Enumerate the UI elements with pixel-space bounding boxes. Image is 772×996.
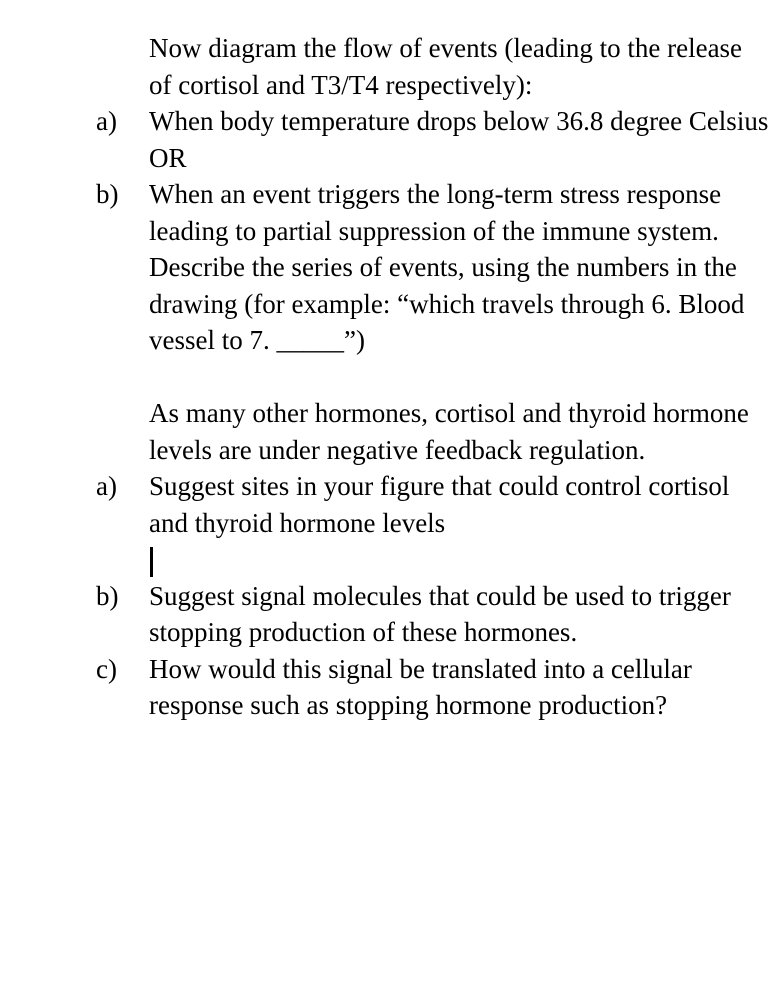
- list-marker: b): [96, 179, 119, 209]
- text-cursor: [150, 547, 153, 577]
- document-page: [0, 30, 772, 724]
- list-item: [0, 103, 772, 176]
- describe-paragraph: Describe the series of events, using the numbers in the drawing (for example: “which travels through 6. Blood vessel to 7. _____”): [149, 252, 745, 355]
- list-marker: a): [96, 471, 117, 501]
- blank-line: [0, 359, 772, 396]
- list-item: [0, 578, 772, 651]
- list-item: [0, 651, 772, 724]
- list-marker: c): [96, 653, 117, 684]
- list-item: [0, 176, 772, 249]
- editable-line[interactable]: [149, 541, 772, 578]
- list-item-text: Suggest signal molecules that could be used to trigger stopping production of these hormones.: [149, 580, 731, 647]
- feedback-paragraph: As many other hormones, cortisol and thyroid hormone levels are under negative feedback regulation.: [149, 398, 749, 465]
- list-item-text: How would this signal be translated into a cellular response such as stopping hormone production?: [149, 653, 692, 720]
- list-marker: b): [96, 580, 119, 611]
- list-marker: a): [96, 106, 117, 136]
- list-item-text: Suggest sites in your figure that could control cortisol and thyroid hormone levels: [149, 471, 730, 538]
- intro-paragraph: Now diagram the flow of events (leading to the release of cortisol and T3/T4 respectively):: [149, 33, 743, 100]
- list-item-text: When an event triggers the long-term stress response leading to partial suppression of the immune system.: [149, 179, 722, 246]
- list-item: [0, 468, 772, 541]
- list-item-text: When body temperature drops below 36.8 degree Celsius OR: [149, 106, 769, 173]
